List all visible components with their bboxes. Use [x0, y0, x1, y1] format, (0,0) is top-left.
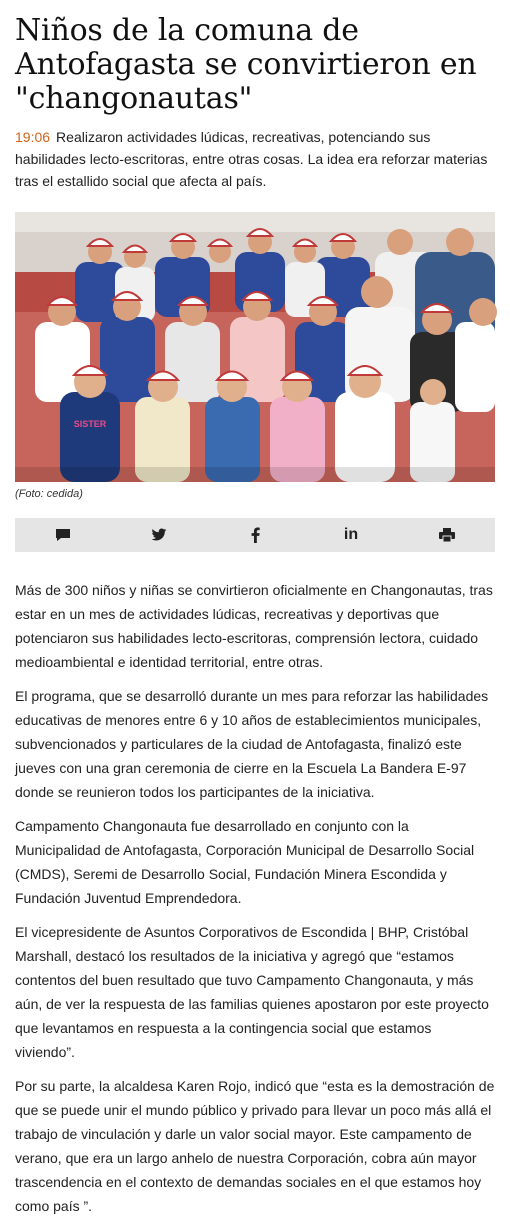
article-body [15, 578, 495, 1218]
lead-text: Realizaron actividades lúdicas, recreativas, potenciando sus habilidades lecto-escritoras, entre otras cosas. La idea era reforzar materias tras el estallido social que afecta al país. [15, 129, 488, 189]
comment-icon [55, 528, 71, 542]
article-lead [15, 126, 495, 192]
group-photo-illustration [15, 212, 495, 482]
comment-button[interactable] [43, 518, 83, 552]
article-title: Niños de la comuna de Antofagasta se convirtieron en "changonautas" [15, 13, 477, 116]
body-paragraph: Más de 300 niños y niñas se convirtieron oficialmente en Changonautas, tras estar en un mes de actividades lúdicas, recreativas y deportivas que potenciaron sus habilidades lecto-escritoras, comprensión lectora, cuidado medioambiental e identidad territorial, entre otras. [15, 582, 493, 670]
linkedin-icon: in [343, 526, 359, 543]
body-paragraph: El vicepresidente de Asuntos Corporativos de Escondida | BHP, Cristóbal Marshall, destacó los resultados de la iniciativa y agregó que “estamos contentos del buen resultado que tuvo Campamento Changonauta, y más aún, de ver la respuesta de las familias quienes apostaron por este proyecto que levantamos en respuesta a la contingencia social que estamos viviendo”. [15, 924, 489, 1060]
body-paragraph: Por su parte, la alcaldesa Karen Rojo, indicó que “esta es la demostración de que se puede unir el mundo público y privado para llevar un poco más allá el trabajo de vinculación y darle un valor social mayor. Este campamento de verano, que era un largo anhelo de nuestra Corporación, cobra aún mayor trascendencia en el contexto de demandas sociales en el que estamos hoy como país ”. [15, 1078, 495, 1214]
twitter-icon [151, 528, 167, 542]
linkedin-share-button[interactable] [331, 518, 371, 552]
body-paragraph: El programa, que se desarrolló durante un mes para reforzar las habilidades educativas de menores entre 6 y 10 años de establecimientos municipales, subvencionados y particulares de la ciudad de Antofagasta, finalizó este jueves con una gran ceremonia de cierre en la Escuela La Bandera E-97 donde se reunieron todos los participantes de la iniciativa. [15, 688, 489, 800]
svg-text:SISTER: SISTER [73, 419, 107, 429]
article-time: 19:06 [15, 129, 51, 145]
print-icon [439, 528, 455, 542]
article-photo [15, 212, 495, 482]
share-bar [15, 518, 495, 552]
facebook-icon [251, 527, 260, 543]
print-button[interactable] [427, 518, 467, 552]
twitter-share-button[interactable] [139, 518, 179, 552]
body-paragraph: Campamento Changonauta fue desarrollado en conjunto con la Municipalidad de Antofagasta, Corporación Municipal de Desarrollo Social (CMDS), Seremi de Desarrollo Social, Fundación Minera Escondida y Fundación Juventud Emprendedora. [15, 818, 475, 906]
facebook-share-button[interactable] [235, 518, 275, 552]
photo-caption: (Foto: cedida) [15, 488, 83, 500]
